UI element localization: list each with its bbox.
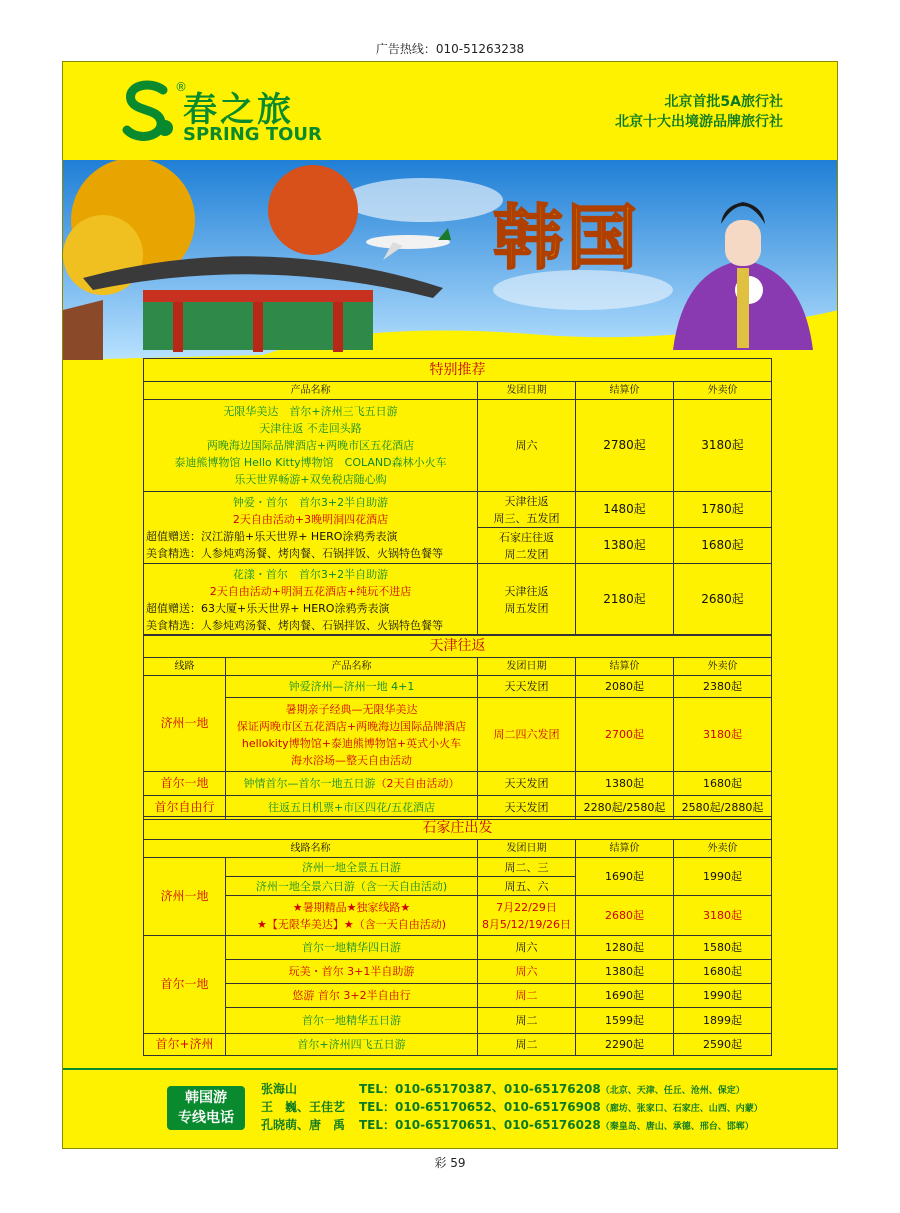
contact-phone[interactable]: TEL：010-65170387、010-65176208 [359,1082,601,1096]
product-line: 花漾・首尔 首尔3+2半自助游 [232,567,389,581]
table-row [144,896,772,936]
table-row [144,960,772,984]
col-settle: 结算价 [576,658,674,676]
settle-price: 1380起 [576,528,674,564]
depart-date: 石家庄往返 周二发团 [478,528,576,564]
settle-price: 2680起 [576,896,674,936]
route-name: 首尔+济州 [144,1034,226,1056]
col-settle: 结算价 [576,382,674,400]
route-name: 首尔自由行 [144,796,226,820]
product-line: 海水浴场—整天自由活动 [291,753,412,767]
product-name: 悠游 首尔 3+2半自由行 [226,984,478,1008]
depart-date: 周二 [478,1008,576,1034]
table-row [144,400,772,492]
product-line: 泰迪熊博物馆 Hello Kitty博物馆 COLAND森林小火车 [174,456,447,469]
col-product: 产品名称 [226,658,478,676]
retail-price: 3180起 [674,896,772,936]
contact-phone[interactable]: TEL：010-65170652、010-65176908 [359,1100,601,1114]
product-line: 美食精选：人参炖鸡汤餐、烤肉餐、石锅拌饭、火锅特色餐等 [146,618,443,632]
product-line: 乐天世界畅游+双免税店随心购 [234,473,387,486]
contact-name: 王 巍、王佳艺 [261,1100,346,1114]
depart-date: 周二四六发团 [478,698,576,772]
retail-price: 1899起 [674,1008,772,1034]
contact-row [261,1080,763,1098]
col-retail: 外卖价 [674,382,772,400]
hotline-badge-line2: 专线电话 [178,1110,234,1126]
product-line: 天津往返 不走回头路 [259,422,362,435]
depart-date: 周六 [478,400,576,492]
col-date: 发团日期 [478,840,576,858]
col-route: 线路名称 [144,840,478,858]
logo-english: SPRING TOUR [183,124,322,145]
settle-price: 1380起 [576,960,674,984]
banner-illustration [63,160,838,360]
table-row [144,676,772,698]
depart-date: 7月22/29日 [496,900,557,914]
product-line: 美食精选：人参炖鸡汤餐、烤肉餐、石锅拌饭、火锅特色餐等 [146,546,443,560]
section-title-tianjin: 天津往返 [144,635,772,658]
product-name: 济州一地全景六日游（含一天自由活动) [226,877,478,896]
settle-price: 2280起/2580起 [576,796,674,820]
settle-price: 1690起 [576,984,674,1008]
product-line: hellokity博物馆+泰迪熊博物馆+英式小火车 [241,736,462,750]
retail-price: 2590起 [674,1034,772,1056]
depart-date: 周六 [478,936,576,960]
retail-price: 1680起 [674,528,772,564]
table-row [144,858,772,877]
contact-phone[interactable]: TEL：010-65170651、010-65176028 [359,1118,601,1132]
product-line: 2天自由活动+明洞五花酒店+纯玩不进店 [209,584,412,598]
page-number: 彩 59 [434,1156,466,1170]
retail-price: 1990起 [674,858,772,896]
retail-price: 2380起 [674,676,772,698]
table-row [144,492,772,528]
product-name: 首尔+济州四飞五日游 [226,1034,478,1056]
product-name: 首尔一地精华五日游 [226,1008,478,1034]
settle-price: 2180起 [576,564,674,636]
col-retail: 外卖价 [674,840,772,858]
product-line: 超值赠送：63大厦+乐天世界+ HERO涂鸦秀表演 [146,601,390,615]
route-name: 济州一地 [144,858,226,936]
retail-price: 2680起 [674,564,772,636]
banner-title: 韩国 [493,196,641,279]
depart-date: 周二、三 [478,858,576,877]
product-line: 无限华美达 首尔+济州三飞五日游 [223,405,398,418]
settle-price: 1599起 [576,1008,674,1034]
product-name: 首尔一地精华四日游 [226,936,478,960]
depart-date: 周二 [478,1034,576,1056]
product-name: 往返五日机票+市区四花/五花酒店 [226,796,478,820]
contact-name: 孔晓萌、唐 禹 [261,1118,346,1132]
registered-mark: ® [175,80,187,94]
table-row [144,1034,772,1056]
retail-price: 1680起 [674,772,772,796]
contact-area: （廊坊、张家口、石家庄、山西、内蒙） [600,1104,763,1114]
retail-price: 1580起 [674,936,772,960]
settle-price: 1380起 [576,772,674,796]
footer-divider [63,1068,838,1070]
table-row [144,564,772,636]
contact-row [261,1098,763,1116]
settle-price: 1690起 [576,858,674,896]
special-table [143,358,772,636]
depart-date: 周六 [478,960,576,984]
header [63,62,838,162]
product-line: 2天自由活动+3晚明洞四花酒店 [232,512,389,526]
tianjin-table [143,634,772,820]
col-date: 发团日期 [478,382,576,400]
col-retail: 外卖价 [674,658,772,676]
spring-tour-logo-icon [119,80,177,142]
table-row [144,936,772,960]
hotline-badge [167,1086,245,1130]
contact-area: （北京、天津、任丘、沧州、保定） [600,1086,745,1096]
hotline-badge-line1: 韩国游 [185,1090,227,1106]
product-line: 两晚海边国际品牌酒店+两晚市区五花酒店 [206,439,415,452]
product-name: 济州一地全景五日游 [226,858,478,877]
shijiazhuang-table [143,816,772,1056]
route-name: 首尔一地 [144,936,226,1034]
settle-price: 2700起 [576,698,674,772]
retail-price: 2580起/2880起 [674,796,772,820]
product-name: 钟情首尔—首尔一地五日游 [243,777,376,790]
ad-hotline: 广告热线：010-51263238 [375,42,525,56]
col-date: 发团日期 [478,658,576,676]
col-product: 产品名称 [144,382,478,400]
settle-price: 2080起 [576,676,674,698]
depart-date: 天天发团 [478,796,576,820]
korea-banner [63,160,838,360]
advertisement-page [62,61,838,1149]
retail-price: 3180起 [674,698,772,772]
product-line: 钟爱・首尔 首尔3+2半自助游 [232,495,389,509]
depart-date: 天天发团 [478,772,576,796]
taglines [615,92,783,132]
retail-price: 3180起 [674,400,772,492]
contact-area: （秦皇岛、唐山、承德、邢台、邯郸） [600,1122,754,1132]
route-name: 济州一地 [144,676,226,772]
settle-price: 1480起 [576,492,674,528]
depart-date: 周五、六 [478,877,576,896]
depart-date: 天津往返 周三、五发团 [478,492,576,528]
retail-price: 1680起 [674,960,772,984]
section-title-special: 特别推荐 [144,359,772,382]
retail-price: 1780起 [674,492,772,528]
table-row [144,984,772,1008]
retail-price: 1990起 [674,984,772,1008]
contact-row [261,1116,763,1134]
table-row [144,1008,772,1034]
tagline-1: 北京首批5A旅行社 [664,94,783,110]
depart-date: 天津往返 周五发团 [478,564,576,636]
product-note: （2天自由活动） [375,777,460,790]
tagline-2: 北京十大出境游品牌旅行社 [615,114,783,130]
col-route: 线路 [144,658,226,676]
product-name: 玩美・首尔 3+1半自助游 [226,960,478,984]
settle-price: 2290起 [576,1034,674,1056]
product-line: 超值赠送：汉江游船+乐天世界+ HERO涂鸦秀表演 [146,529,398,543]
section-title-shijiazhuang: 石家庄出发 [144,817,772,840]
table-row [144,698,772,772]
depart-date: 8月5/12/19/26日 [481,917,572,931]
product-line: ★【无限华美达】★（含一天自由活动) [256,917,446,931]
settle-price: 1280起 [576,936,674,960]
route-name: 首尔一地 [144,772,226,796]
depart-date: 周二 [478,984,576,1008]
product-line: ★暑期精品★独家线路★ [292,900,411,914]
contact-name: 张海山 [261,1082,298,1096]
contact-list [261,1080,763,1134]
depart-date: 天天发团 [478,676,576,698]
product-line: 保证两晚市区五花酒店+两晚海边国际品牌酒店 [236,719,467,733]
logo-chinese: 春之旅 [183,90,294,130]
col-settle: 结算价 [576,840,674,858]
settle-price: 2780起 [576,400,674,492]
table-row [144,772,772,796]
product-name: 钟爱济州—济州一地 4+1 [226,676,478,698]
product-line: 暑期亲子经典—无限华美达 [285,702,418,716]
